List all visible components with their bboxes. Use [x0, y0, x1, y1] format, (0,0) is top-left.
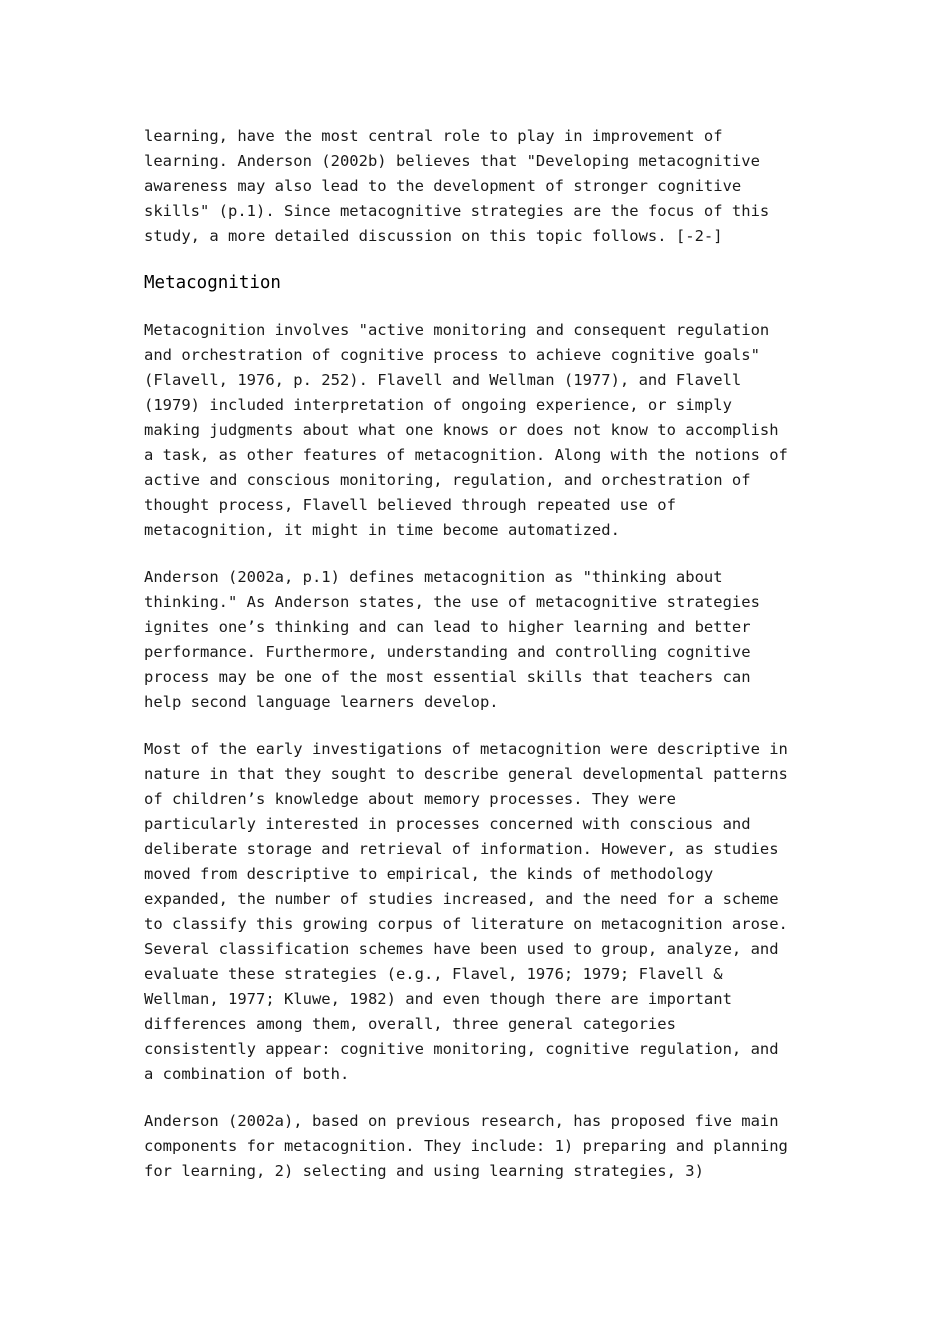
text-line: Anderson (2002a), based on previous research, has proposed five main — [144, 1112, 779, 1130]
text-line: components for metacognition. They include: 1) preparing and planning — [144, 1137, 788, 1155]
text-line: help second language learners develop. — [144, 693, 499, 711]
text-line: performance. Furthermore, understanding and controlling cognitive — [144, 643, 751, 661]
text-line: a combination of both. — [144, 1065, 350, 1083]
text-line: process may be one of the most essential skills that teachers can — [144, 668, 751, 686]
paragraph-components — [144, 1109, 844, 1184]
text-line: thinking." As Anderson states, the use of metacognitive strategies — [144, 593, 760, 611]
text-line: learning. Anderson (2002b) believes that "Developing metacognitive — [144, 152, 760, 170]
text-line: a task, as other features of metacognition. Along with the notions of — [144, 446, 788, 464]
text-line: metacognition, it might in time become automatized. — [144, 521, 620, 539]
text-line: learning, have the most central role to play in improvement of — [144, 127, 723, 145]
section-heading: Metacognition — [144, 273, 281, 293]
text-line: awareness may also lead to the development of stronger cognitive — [144, 177, 742, 195]
text-line: Anderson (2002a, p.1) defines metacognition as "thinking about — [144, 568, 723, 586]
text-line: active and conscious monitoring, regulation, and orchestration of — [144, 471, 751, 489]
text-line: to classify this growing corpus of literature on metacognition arose. — [144, 915, 788, 933]
intro-paragraph — [144, 124, 844, 249]
text-line: Most of the early investigations of metacognition were descriptive in — [144, 740, 788, 758]
text-line: thought process, Flavell believed through repeated use of — [144, 496, 676, 514]
text-line: (1979) included interpretation of ongoing experience, or simply — [144, 396, 732, 414]
text-line: study, a more detailed discussion on this topic follows. [-2-] — [144, 227, 723, 245]
text-line: evaluate these strategies (e.g., Flavel, 1976; 1979; Flavell & — [144, 965, 723, 983]
text-line: skills" (p.1). Since metacognitive strategies are the focus of this — [144, 202, 770, 220]
text-line: Several classification schemes have been used to group, analyze, and — [144, 940, 779, 958]
text-line: and orchestration of cognitive process to achieve cognitive goals" — [144, 346, 760, 364]
text-line: making judgments about what one knows or does not know to accomplish — [144, 421, 779, 439]
document-page — [144, 124, 844, 1206]
text-line: differences among them, overall, three general categories — [144, 1015, 676, 1033]
text-line: ignites one’s thinking and can lead to higher learning and better — [144, 618, 751, 636]
text-line: moved from descriptive to empirical, the kinds of methodology — [144, 865, 714, 883]
text-line: (Flavell, 1976, p. 252). Flavell and Wellman (1977), and Flavell — [144, 371, 742, 389]
paragraph-anderson — [144, 565, 844, 715]
text-line: of children’s knowledge about memory processes. They were — [144, 790, 676, 808]
text-line: expanded, the number of studies increased, and the need for a scheme — [144, 890, 779, 908]
text-line: particularly interested in processes concerned with conscious and — [144, 815, 751, 833]
text-line: consistently appear: cognitive monitoring, cognitive regulation, and — [144, 1040, 779, 1058]
text-line: Wellman, 1977; Kluwe, 1982) and even though there are important — [144, 990, 732, 1008]
text-line: Metacognition involves "active monitoring and consequent regulation — [144, 321, 770, 339]
paragraph-early-investigations — [144, 737, 844, 1087]
paragraph-definition — [144, 318, 844, 543]
text-line: deliberate storage and retrieval of information. However, as studies — [144, 840, 779, 858]
text-line: nature in that they sought to describe general developmental patterns — [144, 765, 788, 783]
text-line: for learning, 2) selecting and using learning strategies, 3) — [144, 1162, 704, 1180]
